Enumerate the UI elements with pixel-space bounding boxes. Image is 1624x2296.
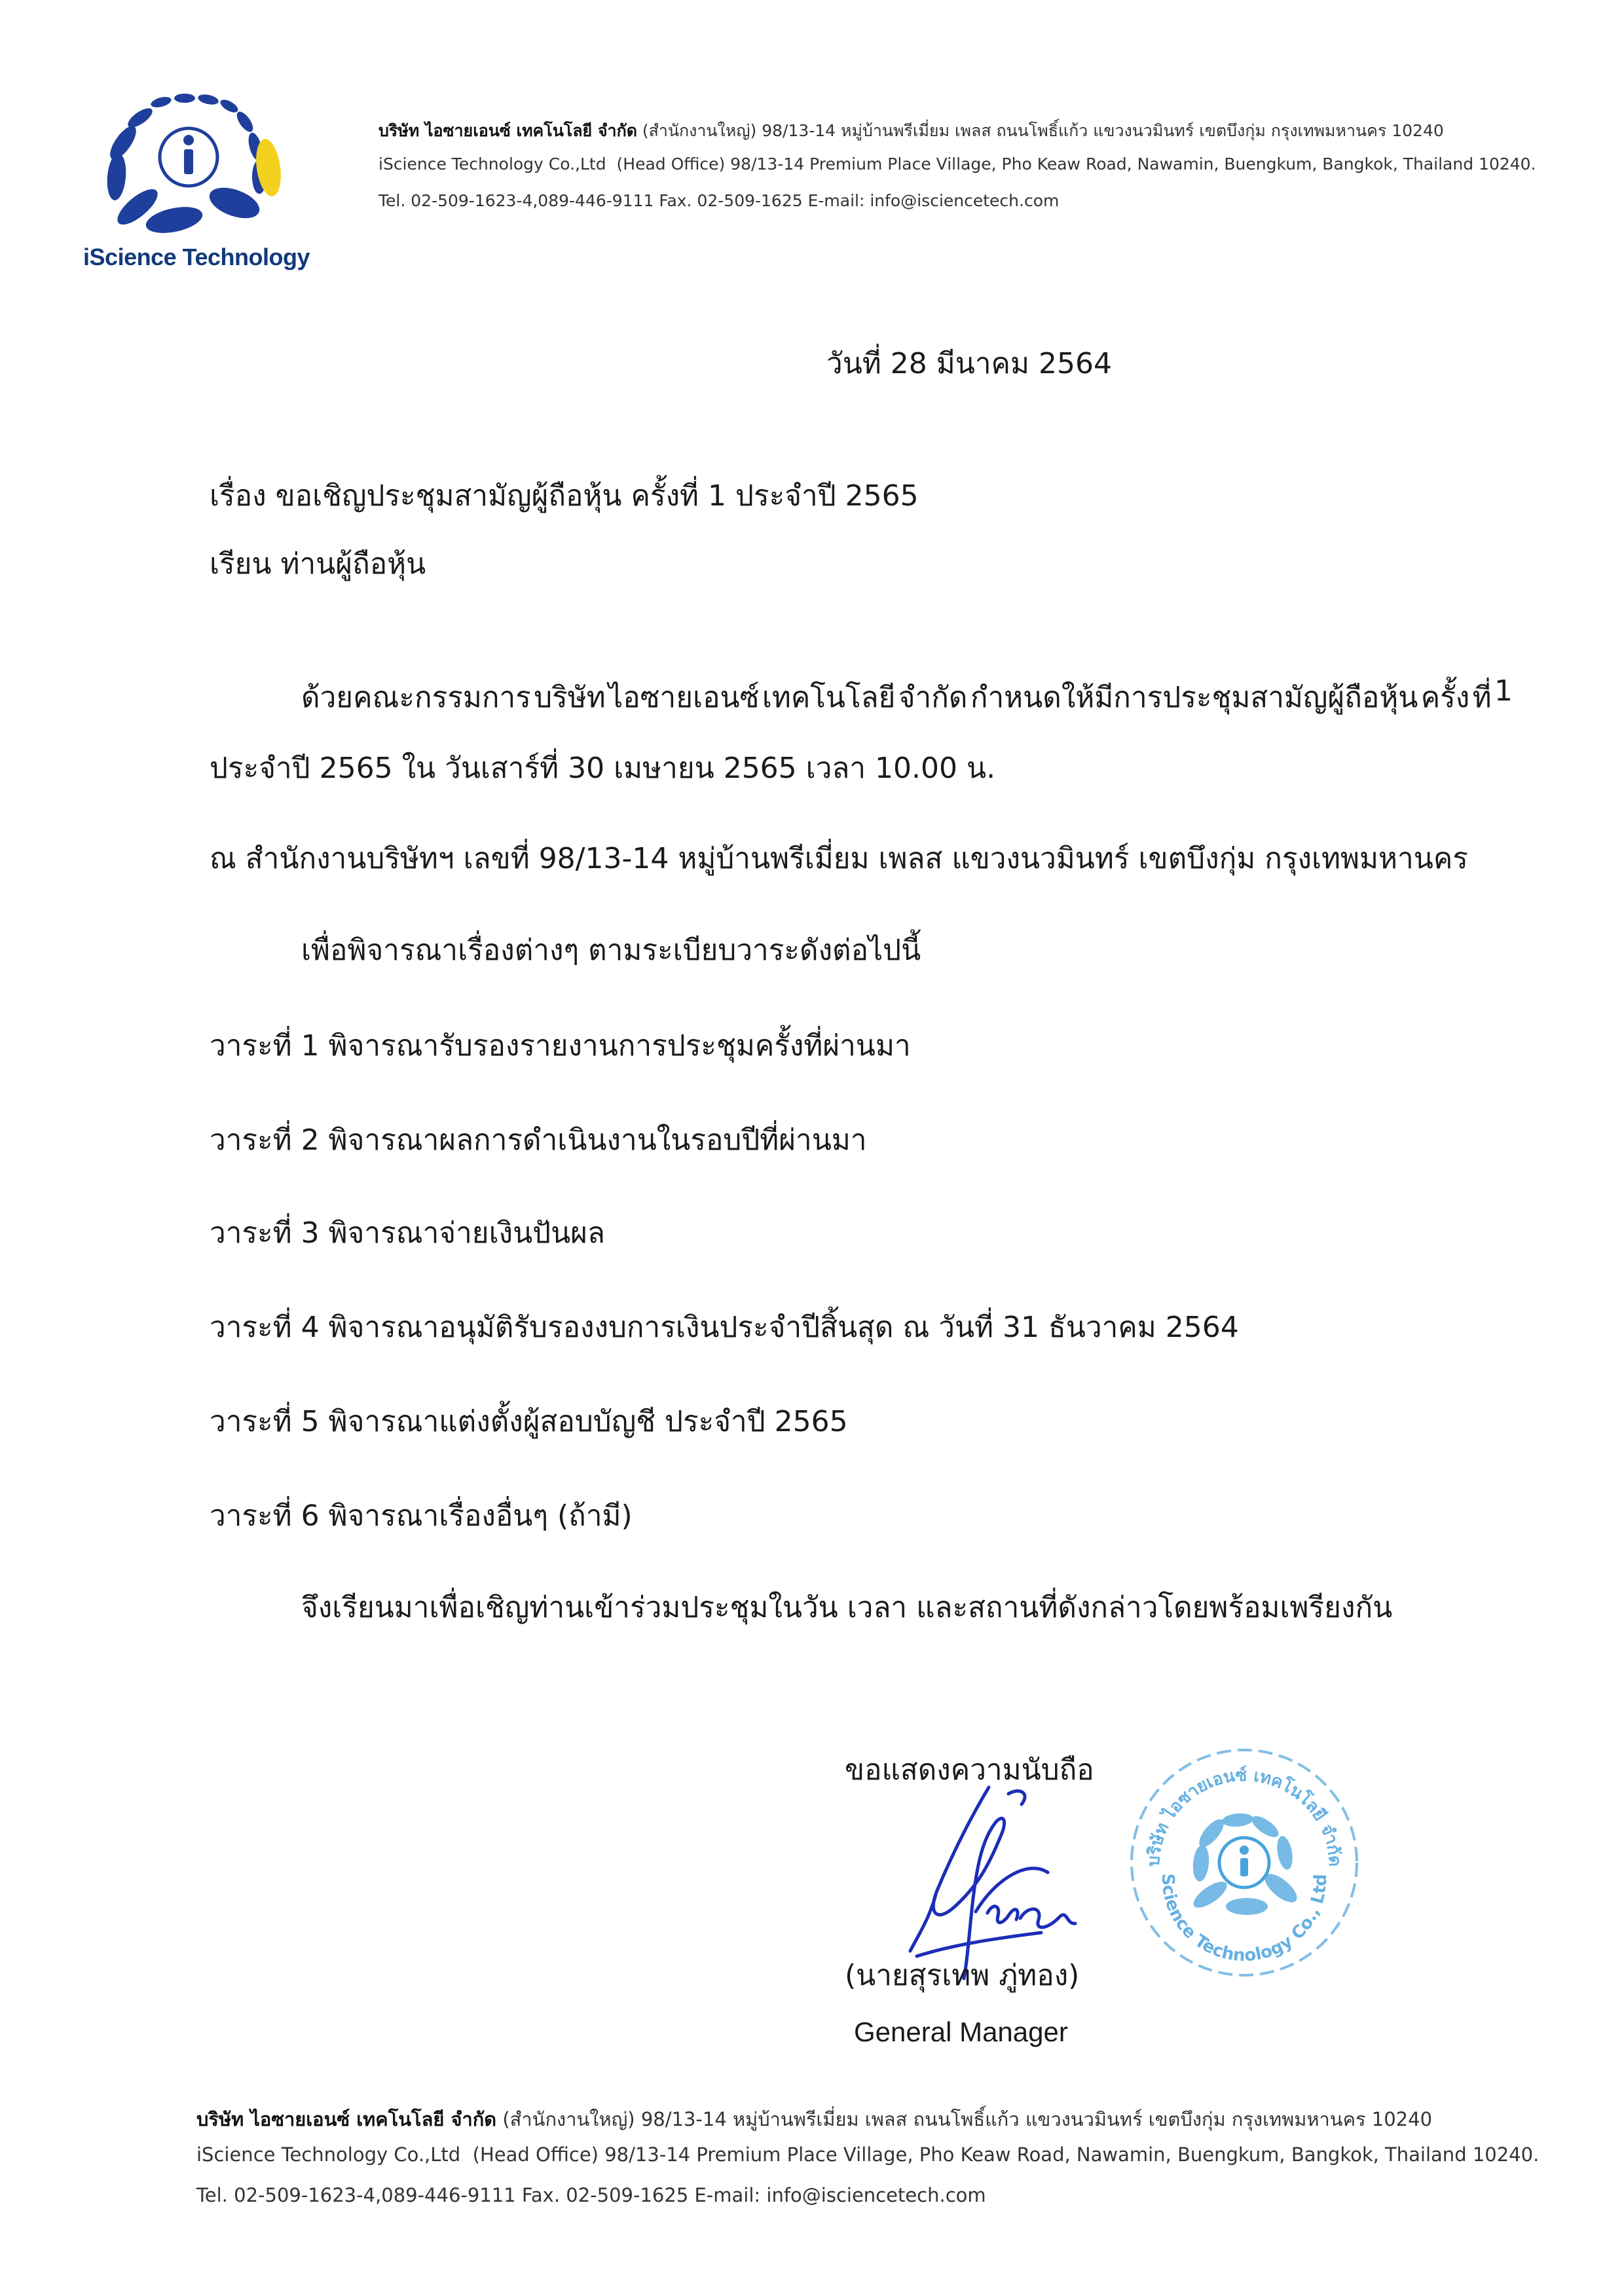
intro-paragraph-line-2: ประจำปี 2565 ใน วันเสาร์ที่ 30 เมษายน 2565 เวลา 10.00 น. bbox=[210, 752, 996, 785]
header-address-en: (Head Office) 98/13-14 Premium Place Village, Pho Keaw Road, Nawamin, Buengkum, Bangkok, Thailand 10240. bbox=[616, 155, 1536, 173]
intro-paragraph-line-1 bbox=[301, 674, 1513, 720]
header-company-en: iScience Technology Co.,Ltd bbox=[378, 155, 606, 173]
intro-word: เทคโนโลยี bbox=[762, 681, 896, 714]
header-line-english bbox=[378, 155, 1536, 173]
letter-date: วันที่ 28 มีนาคม 2564 bbox=[826, 347, 1112, 380]
agenda-item: วาระที่ 6 พิจารณาเรื่องอื่นๆ (ถ้ามี) bbox=[210, 1499, 633, 1533]
handwritten-signature bbox=[891, 1768, 1100, 1984]
footer-line-english bbox=[196, 2143, 1539, 2166]
agenda-item: วาระที่ 5 พิจารณาแต่งตั้งผู้สอบบัญชี ประจำปี 2565 bbox=[210, 1405, 848, 1438]
meeting-venue: ณ สำนักงานบริษัทฯ เลขที่ 98/13-14 หมู่บ้านพรีเมี่ยม เพลส แขวงนวมินทร์ เขตบึงกุ่ม กรุงเทพมหานคร bbox=[210, 842, 1468, 875]
signer-name: (นายสุรเทพ ภู่ทอง) bbox=[845, 1959, 1080, 1992]
company-logo bbox=[98, 92, 321, 262]
agenda-item: วาระที่ 4 พิจารณาอนุมัติรับรองงบการเงินประจำปีสิ้นสุด ณ วันที่ 31 ธันวาคม 2564 bbox=[210, 1311, 1239, 1344]
agenda-item: วาระที่ 3 พิจารณาจ่ายเงินปันผล bbox=[210, 1216, 605, 1250]
intro-word: 1 bbox=[1494, 674, 1513, 708]
intro-word: ครั้ง bbox=[1420, 681, 1470, 714]
regards: ขอแสดงความนับถือ bbox=[845, 1753, 1094, 1787]
intro-word: บริษัท bbox=[534, 681, 606, 714]
agenda-item: วาระที่ 2 พิจารณาผลการดำเนินงานในรอบปีที่ผ่านมา bbox=[210, 1123, 867, 1157]
intro-word: จำกัด bbox=[898, 681, 968, 714]
header-address-th: (สำนักงานใหญ่) 98/13-14 หมู่บ้านพรีเมี่ยม เพลส ถนนโพธิ์แก้ว แขวงนวมินทร์ เขตบึงกุ่ม กรุงเทพมหานคร 10240 bbox=[642, 121, 1444, 140]
header-contact: Tel. 02-509-1623-4,089-446-9111 Fax. 02-509-1625 E-mail: info@isciencetech.com bbox=[378, 191, 1060, 210]
intro-word: กำหนดให้มีการประชุมสามัญผู้ถือหุ้น bbox=[970, 681, 1418, 714]
footer-address-en: (Head Office) 98/13-14 Premium Place Village, Pho Keaw Road, Nawamin, Buengkum, Bangkok, Thailand 10240. bbox=[472, 2143, 1540, 2166]
footer-company-en: iScience Technology Co.,Ltd bbox=[196, 2143, 461, 2166]
seal-thai-text: บริษัท ไอซายเอนซ์ เทคโนโลยี จำกัด bbox=[1143, 1765, 1345, 1867]
agenda-intro: เพื่อพิจารณาเรื่องต่างๆ ตามระเบียบวาระดังต่อไปนี้ bbox=[301, 934, 921, 967]
footer-company-th: บริษัท ไอซายเอนซ์ เทคโนโลยี จำกัด bbox=[196, 2108, 497, 2130]
company-seal bbox=[1113, 1728, 1375, 1990]
intro-word: ไอซายเอนซ์ bbox=[608, 681, 760, 714]
agenda-item: วาระที่ 1 พิจารณารับรองรายงานการประชุมครั้งที่ผ่านมา bbox=[210, 1029, 911, 1063]
closing-sentence: จึงเรียนมาเพื่อเชิญท่านเข้าร่วมประชุมในวัน เวลา และสถานที่ดังกล่าวโดยพร้อมเพรียงกัน bbox=[301, 1591, 1393, 1624]
footer-line-thai bbox=[196, 2104, 1432, 2134]
footer-address-th: (สำนักงานใหญ่) 98/13-14 หมู่บ้านพรีเมี่ยม เพลส ถนนโพธิ์แก้ว แขวงนวมินทร์ เขตบึงกุ่ม กรุงเทพมหานคร 10240 bbox=[502, 2108, 1433, 2130]
signer-title: General Manager bbox=[854, 2016, 1068, 2047]
header-line-thai bbox=[378, 118, 1444, 144]
seal-english-text: Science Technology Co., Ltd bbox=[1157, 1873, 1331, 1966]
header-company-th: บริษัท ไอซายเอนซ์ เทคโนโลยี จำกัด bbox=[378, 121, 637, 140]
logo-wordmark: iScience Technology bbox=[83, 244, 310, 270]
letter-subject: เรื่อง ขอเชิญประชุมสามัญผู้ถือหุ้น ครั้งที่ 1 ประจำปี 2565 bbox=[210, 479, 919, 513]
intro-word: ที่ bbox=[1472, 681, 1492, 714]
footer-contact: Tel. 02-509-1623-4,089-446-9111 Fax. 02-509-1625 E-mail: info@isciencetech.com bbox=[196, 2184, 986, 2206]
letter-recipient: เรียน ท่านผู้ถือหุ้น bbox=[210, 547, 426, 581]
intro-word: ด้วยคณะกรรมการ bbox=[301, 681, 531, 714]
iscience-logo-icon bbox=[98, 92, 321, 262]
